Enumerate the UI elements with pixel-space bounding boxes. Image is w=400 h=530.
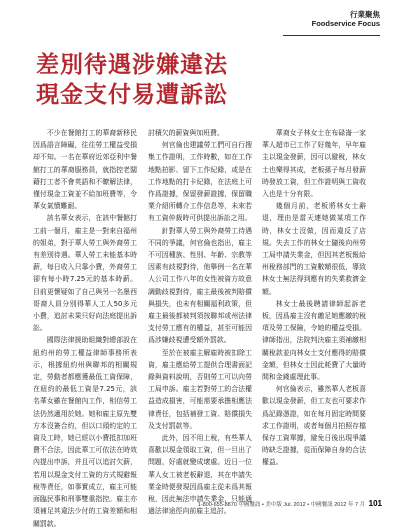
paragraph: 討積欠的薪資與加班費。 <box>148 129 224 137</box>
paragraph: 此外，因不用上稅，有些華人喜歡以現金領取工資，但一旦出了問題，好處就變成壞處。近日一位華人女工被老板辭退，其在申請失業金時便發現因爲雇主從未爲其報稅，因此無法申請失業金，只能通過法律途徑向前雇主追討。 <box>148 434 252 516</box>
page-number: 101 <box>368 499 382 508</box>
paragraph: 林女士最後聘請律師起訴老板，因爲雇主沒有繳足她應繳的稅項及勞工保險，令她的權益受損。律師指出，法院判決雇主須補繳相關稅款並向林女士支付應得的賠償金額，但林女士因此耗費了大量時間和金錢處理此事。 <box>262 299 366 382</box>
article-column-2 <box>148 127 252 516</box>
footer-text: 1-800-655-8870 中國餐訊 • 美中版 Jul. 2012 • 中國餐訊 2012 年 7 月 <box>197 502 366 508</box>
paragraph: 國際法律援助組織對總部設在紐約州的勞工權益律師事務所表示，根據紐約州與聯邦的相關規定，勞動者都應獲最低工資保障，在紐約的最低工資是7.25元，該名華女雖在餐館內工作，相信勞工法仍然適用於她。她和雇主原先雙方本沒簽合約，但以口頭約定的工資及工時，她已經以小費抵扣加班費不合法，因此華工可依法在時效內提出申訴，并且可以追討欠薪，若用以現金支付工資的方式規避報稅等責任，如事實成立，雇主可能面臨民事和刑事雙重指控。雇主亦須補足其違法少付的工資差額和相關罰款。 <box>33 336 137 528</box>
paragraph: 至於在被雇主解雇時被扣除工資，雇主應給勞工提供合理書面記錄與資料說明，否則勞工可以向勞工局申訴。雇主若對勞工的合法權益造成損害，可能需要承擔相應法律責任，包括補發工資、賠償損失及支付罰款等。 <box>148 348 252 430</box>
section-tag-zh: 行業聚焦 <box>350 10 380 19</box>
headline <box>36 50 228 110</box>
headline-line-1: 差別待遇涉嫌違法 <box>36 51 228 78</box>
article-column-3 <box>262 127 366 482</box>
paragraph: 幾個月前，老板將林女士辭退，理由是當天連她做某項工作時，林女士沒做，因而違反了店規。失去工作的林女士隨後向州勞工局申請失業金，但因其老板報給州稅務部門的工資數額很低，導致林女士無法得到應有的失業救濟金額。 <box>262 202 366 296</box>
article-column-1 <box>33 127 137 528</box>
headline-line-2: 現金支付易遭訴訟 <box>36 81 228 108</box>
paragraph: 何官倫也建議勞工們可自行搜集工作證明，工作時數，如在工作地點拍影、留下工作紀錄，或是在工作地點的打卡紀錄，在法庭上可作爲證據，保留發薪證據，保留職業介紹所轉介工作信息等，未來若有工資仲裁時可供提出訴訟之用。 <box>148 141 252 223</box>
paragraph: 針對華人勞工與外裔勞工待遇不同的爭議，何官倫也指出，雇主不可因種族、性別、年齡、宗教等因素有歧視對待，他舉例一名在華人公司工作八年的女性被資方故意調動歧視對待，雇主最後被判賠償與損失，也未有相關福利政策，但雇主最後都被判須按聯邦或州法律支付勞工應有的權益，甚至可能因爲涉嫌歧視遭受額外罰款。 <box>148 226 252 345</box>
paragraph: 華裔女子林女士在布碌崙一家華人超市已工作了好幾年，早年雇主以現金發薪，因可以避稅，林女士也樂得其成，老板孫子每月發薪時發放工資，但工作證明與工資收入也是十分有限。 <box>262 129 366 199</box>
paragraph: 不少在餐館打工的華裔新移民因爲語言障礙，往往勞工權益受損却不知。一名在華府近郊亞利中餐館打工的華裔服務員，就指控老闆藉打工者不會英語和不瞭解法律，僅付現金工資並不給加班費等，令華女氣憤難耐。 <box>33 129 137 211</box>
section-tag-en: Foodservice Focus <box>311 19 380 29</box>
section-tag <box>312 10 380 29</box>
section-divider <box>283 35 380 36</box>
paragraph: 何官倫表示，雖然華人老板喜歡以現金發薪，但工友也可要求作爲記錄憑證，如在每月固定時間要求工作證明，或者每個月拍照存檔保存工資單據，避免日後出現爭議時缺乏證據，從而保障自身的合法權益。 <box>262 385 366 467</box>
page-footer <box>150 499 382 508</box>
paragraph: 該名華女表示，在該中餐館打工前一個月，雇主是一對來自福州的姐弟，對于華人勞工與外裔勞工有差別待遇。華人勞工未能基本時薪，每日收入只靠小費，外裔勞工卻有每小時7.25元的基本時薪。目前更懷疑如了自己與另一名墨西哥裔人員分別得華人工人50多元小費，追討未果只好向法庭提出訴訟。 <box>33 214 137 333</box>
